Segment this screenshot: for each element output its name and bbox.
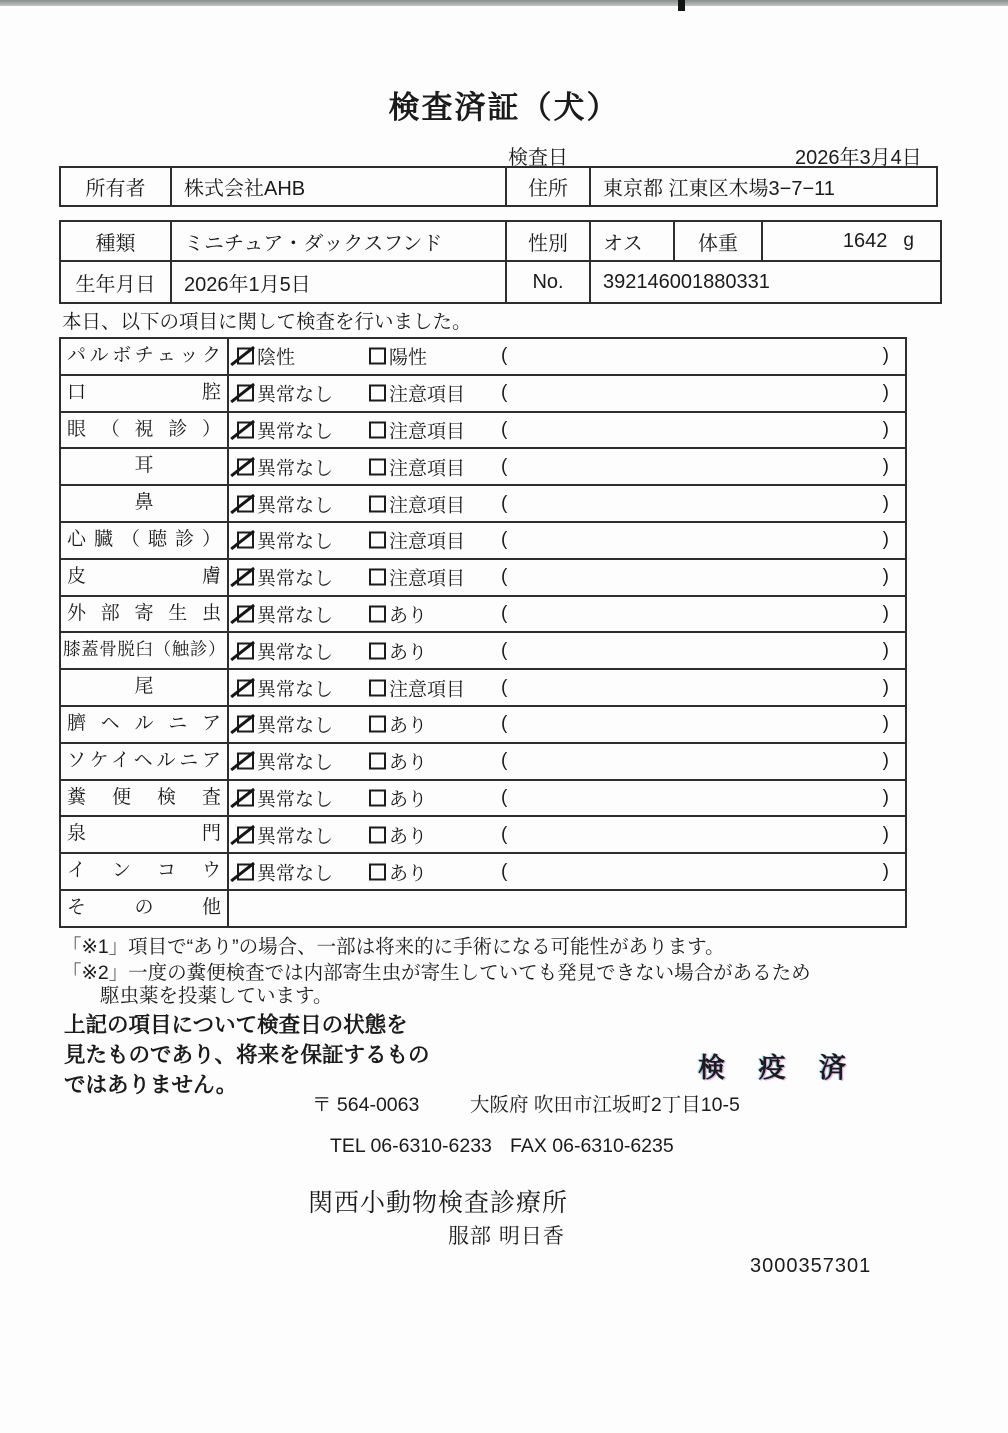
- owner-value: 株式会社AHB: [172, 168, 507, 205]
- checklist-row: [61, 633, 905, 670]
- checkbox-icon: [369, 642, 386, 659]
- option-label: 注意項目: [389, 679, 466, 701]
- option-label: 異常なし: [257, 605, 334, 627]
- row-label: 眼（視診）: [61, 413, 229, 448]
- checkbox-icon: [369, 385, 386, 402]
- option-label: 注意項目: [389, 568, 466, 590]
- option-label: 異常なし: [257, 863, 334, 885]
- paren-open-icon: (: [501, 382, 508, 404]
- row-options: [229, 339, 905, 374]
- option-label: 異常なし: [257, 568, 334, 590]
- checkbox-icon: [237, 863, 254, 880]
- option-label: 注意項目: [389, 458, 466, 480]
- sex-label: 性別: [507, 222, 591, 260]
- paren-open-icon: (: [501, 676, 508, 698]
- option-label: 陽性: [389, 347, 428, 369]
- row-label: 心臓（聴診）: [61, 523, 229, 558]
- option-label: 異常なし: [257, 495, 334, 517]
- birthdate-value: 2026年1月5日: [172, 262, 507, 302]
- row-options: [229, 707, 905, 742]
- option-2: [369, 453, 465, 480]
- checkbox-icon: [237, 569, 254, 586]
- birthdate-label: 生年月日: [61, 262, 172, 302]
- row-label: 口腔: [61, 376, 229, 411]
- row-label: 糞便検査: [61, 781, 229, 816]
- checkbox-icon: [237, 716, 254, 733]
- checkbox-icon: [369, 348, 386, 365]
- paren-close-icon: ): [882, 750, 889, 772]
- checkbox-icon: [237, 679, 254, 696]
- weight-label: 体重: [675, 222, 763, 260]
- checkbox-icon: [237, 495, 254, 512]
- option-1: [237, 748, 333, 775]
- checklist-row: [61, 376, 905, 413]
- checklist-row: [61, 891, 905, 928]
- option-2: [369, 748, 427, 775]
- paren-close-icon: ): [882, 455, 889, 477]
- paren-open-icon: (: [501, 492, 508, 514]
- checklist-row: [61, 413, 905, 450]
- paren-close-icon: ): [882, 786, 889, 808]
- checklist-row: [61, 744, 905, 781]
- option-1: [237, 637, 333, 664]
- row-options: [229, 413, 905, 448]
- option-1: [237, 821, 333, 848]
- checkbox-icon: [369, 495, 386, 512]
- checkbox-icon: [369, 605, 386, 622]
- owner-label: 所有者: [61, 168, 172, 205]
- sex-value: オス: [591, 222, 675, 260]
- option-label: あり: [389, 715, 428, 737]
- option-2: [369, 527, 465, 554]
- row-options: [229, 781, 905, 816]
- option-1: [237, 343, 295, 370]
- option-label: 異常なし: [257, 789, 334, 811]
- paren-close-icon: ): [882, 860, 889, 882]
- checkbox-icon: [369, 789, 386, 806]
- checkbox-icon: [237, 348, 254, 365]
- row-label: 膝蓋骨脱臼（触診）: [61, 633, 229, 668]
- option-1: [237, 564, 333, 591]
- breed-row: [61, 222, 940, 262]
- checklist-row: [61, 339, 905, 376]
- paren-open-icon: (: [501, 713, 508, 735]
- option-1: [237, 858, 333, 885]
- checklist-row: [61, 597, 905, 634]
- row-options: [229, 560, 905, 595]
- option-label: 異常なし: [257, 458, 334, 480]
- paren-close-icon: ): [882, 382, 889, 404]
- paren-close-icon: ): [882, 418, 889, 440]
- paren-open-icon: (: [501, 529, 508, 551]
- row-options: [229, 817, 905, 852]
- address-value: 東京都 江東区木場3−7−11: [603, 178, 835, 200]
- option-label: あり: [389, 752, 428, 774]
- disclaimer-line-1: 上記の項目について検査日の状態を: [64, 1013, 408, 1037]
- scan-mark-artifact: [678, 0, 685, 11]
- tel-number: TEL 06-6310-6233: [330, 1135, 492, 1157]
- option-label: 注意項目: [389, 421, 466, 443]
- checkbox-icon: [369, 863, 386, 880]
- row-options: [229, 449, 905, 484]
- option-2: [369, 821, 427, 848]
- checkbox-icon: [237, 789, 254, 806]
- row-label: ソケイヘルニア: [61, 744, 229, 779]
- paren-open-icon: (: [501, 639, 508, 661]
- checkbox-icon: [237, 826, 254, 843]
- checkbox-icon: [369, 421, 386, 438]
- postal-code: 〒 564-0063: [312, 1094, 420, 1116]
- option-label: あり: [389, 642, 428, 664]
- checkbox-icon: [237, 605, 254, 622]
- birthdate-row: [61, 262, 940, 302]
- row-label: 皮膚: [61, 560, 229, 595]
- weight-cell: [763, 222, 940, 260]
- row-label: 泉門: [61, 817, 229, 852]
- row-options: [229, 744, 905, 779]
- checklist-table: [59, 337, 907, 928]
- checklist-row: [61, 781, 905, 818]
- option-label: 陰性: [257, 347, 296, 369]
- inspection-date-label: 検査日: [508, 147, 568, 169]
- checkbox-icon: [237, 642, 254, 659]
- checkbox-icon: [369, 753, 386, 770]
- checklist-row: [61, 854, 905, 891]
- checklist-row: [61, 449, 905, 486]
- disclaimer-text: [64, 1010, 430, 1100]
- option-label: 注意項目: [389, 495, 466, 517]
- option-label: 異常なし: [257, 421, 334, 443]
- paren-open-icon: (: [501, 823, 508, 845]
- row-label: 外部寄生虫: [61, 597, 229, 632]
- paren-close-icon: ): [882, 713, 889, 735]
- row-options: [229, 891, 905, 926]
- option-label: 注意項目: [389, 531, 466, 553]
- checklist-row: [61, 707, 905, 744]
- row-options: [229, 523, 905, 558]
- row-label: その他: [61, 891, 229, 926]
- row-label: 臍ヘルニア: [61, 707, 229, 742]
- paren-close-icon: ): [882, 602, 889, 624]
- row-label: インコウ: [61, 854, 229, 889]
- checklist-row: [61, 523, 905, 560]
- row-options: [229, 376, 905, 411]
- option-label: 異常なし: [257, 715, 334, 737]
- option-1: [237, 490, 333, 517]
- footnote-2-text: 「※2」一度の糞便検査では内部寄生虫が寄生していても発見できない場合があるため: [62, 962, 811, 984]
- option-label: 異常なし: [257, 531, 334, 553]
- scan-edge-artifact: [0, 0, 1008, 6]
- option-1: [237, 453, 333, 480]
- paren-open-icon: (: [501, 786, 508, 808]
- checkbox-icon: [369, 569, 386, 586]
- weight-unit: g: [903, 230, 914, 251]
- checkbox-icon: [237, 532, 254, 549]
- checkbox-icon: [369, 826, 386, 843]
- disclaimer-line-2: 見たものであり、将来を保証するもの: [64, 1043, 430, 1067]
- checkbox-icon: [237, 385, 254, 402]
- paren-open-icon: (: [501, 345, 508, 367]
- no-value: 392146001880331: [603, 270, 770, 293]
- inspection-date-value: 2026年3月4日: [795, 147, 922, 169]
- paren-open-icon: (: [501, 418, 508, 440]
- checkbox-icon: [369, 679, 386, 696]
- no-label: No.: [507, 262, 591, 302]
- checkbox-icon: [369, 458, 386, 475]
- option-2: [369, 711, 427, 738]
- checkbox-icon: [237, 458, 254, 475]
- clinic-name: 関西小動物検査診療所: [308, 1189, 569, 1217]
- option-label: あり: [389, 789, 428, 811]
- row-label: 尾: [61, 670, 229, 705]
- paren-close-icon: ): [882, 639, 889, 661]
- row-options: [229, 633, 905, 668]
- weight-value: 1642: [842, 229, 888, 252]
- option-1: [237, 527, 333, 554]
- checklist-row: [61, 486, 905, 523]
- checkbox-icon: [369, 532, 386, 549]
- document-title: 検査済証（犬）: [388, 90, 620, 125]
- option-2: [369, 490, 465, 517]
- paren-close-icon: ): [882, 345, 889, 367]
- veterinarian-name: 服部 明日香: [448, 1225, 565, 1248]
- option-1: [237, 416, 333, 443]
- checkbox-icon: [369, 716, 386, 733]
- paren-open-icon: (: [501, 750, 508, 772]
- disclaimer-line-3: ではありません。: [64, 1073, 238, 1097]
- row-label: 鼻: [61, 486, 229, 521]
- breed-value: ミニチュア・ダックスフンド: [172, 222, 507, 260]
- checklist-row: [61, 560, 905, 597]
- paren-open-icon: (: [501, 455, 508, 477]
- option-2: [369, 564, 465, 591]
- checklist-row: [61, 670, 905, 707]
- address-label: 住所: [507, 168, 591, 205]
- option-label: 異常なし: [257, 679, 334, 701]
- option-2: [369, 600, 427, 627]
- option-1: [237, 600, 333, 627]
- breed-label: 種類: [61, 222, 172, 260]
- owner-row: [59, 166, 938, 207]
- option-label: 注意項目: [389, 384, 466, 406]
- checkbox-icon: [237, 753, 254, 770]
- option-label: 異常なし: [257, 826, 334, 848]
- option-2: [369, 416, 465, 443]
- paren-close-icon: ): [882, 566, 889, 588]
- row-options: [229, 670, 905, 705]
- row-options: [229, 486, 905, 521]
- option-2: [369, 784, 427, 811]
- fax-number: FAX 06-6310-6235: [510, 1135, 674, 1157]
- pet-info-table: [59, 220, 942, 304]
- option-label: あり: [389, 605, 428, 627]
- checkbox-icon: [237, 421, 254, 438]
- option-2: [369, 858, 427, 885]
- row-options: [229, 854, 905, 889]
- row-label: パルボチェック: [61, 339, 229, 374]
- paren-close-icon: ): [882, 676, 889, 698]
- quarantine-stamp: 検 疫 済: [698, 1053, 860, 1083]
- option-label: 異常なし: [257, 642, 334, 664]
- row-label: 耳: [61, 449, 229, 484]
- row-options: [229, 597, 905, 632]
- option-label: あり: [389, 826, 428, 848]
- option-2: [369, 674, 465, 701]
- paren-close-icon: ): [882, 529, 889, 551]
- option-1: [237, 380, 333, 407]
- footnote-1-text: 「※1」項目で“あり”の場合、一部は将来的に手術になる可能性があります。: [62, 936, 725, 958]
- serial-number: 3000357301: [750, 1255, 872, 1277]
- paren-open-icon: (: [501, 566, 508, 588]
- checklist-row: [61, 817, 905, 854]
- option-1: [237, 711, 333, 738]
- paren-open-icon: (: [501, 602, 508, 624]
- paren-open-icon: (: [501, 860, 508, 882]
- option-1: [237, 784, 333, 811]
- option-label: 異常なし: [257, 752, 334, 774]
- option-2: [369, 343, 427, 370]
- option-label: あり: [389, 863, 428, 885]
- option-1: [237, 674, 333, 701]
- paren-close-icon: ): [882, 492, 889, 514]
- footnote-2-continuation: 駆虫薬を投薬しています。: [100, 985, 333, 1007]
- paren-close-icon: ): [882, 823, 889, 845]
- option-2: [369, 637, 427, 664]
- option-2: [369, 380, 465, 407]
- clinic-address: 大阪府 吹田市江坂町2丁目10-5: [470, 1094, 740, 1116]
- intro-text: 本日、以下の項目に関して検査を行いました。: [62, 311, 472, 333]
- option-label: 異常なし: [257, 384, 334, 406]
